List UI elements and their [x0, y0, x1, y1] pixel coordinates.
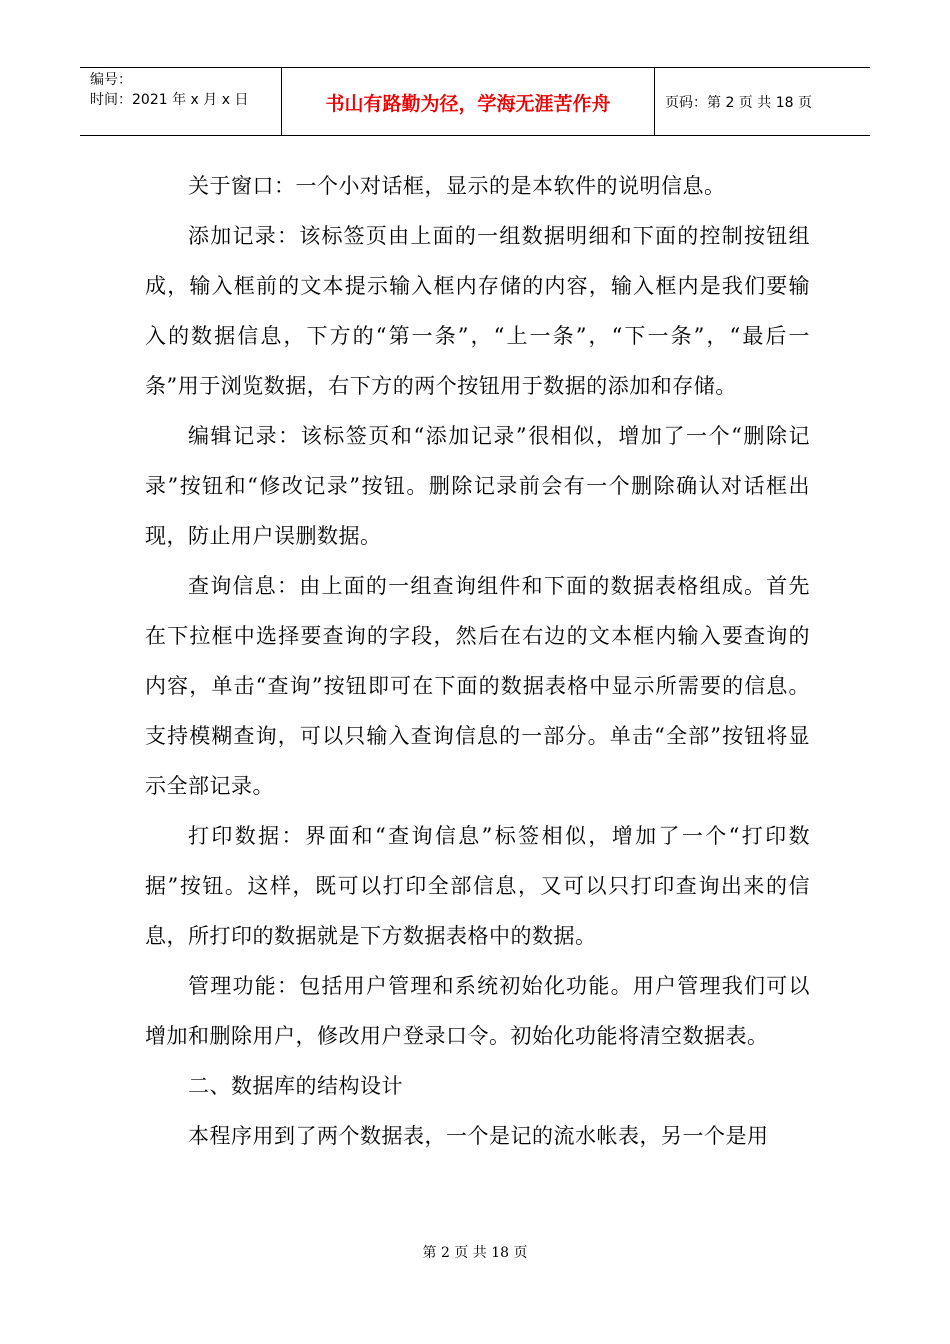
header-page-cell: [655, 68, 870, 135]
page-footer: 第 2 页 共 18 页: [422, 1245, 528, 1261]
header-meta-cell: [80, 68, 282, 135]
paragraph-add-record: 添加记录：该标签页由上面的一组数据明细和下面的控制按钮组成，输入框前的文本提示输入框内存储的内容，输入框内是我们要输入的数据信息，下方的“第一条”，“上一条”，“下一条”，“最后一条”用于浏览数据，右下方的两个按钮用于数据的添加和存储。: [145, 224, 810, 398]
motto-text: 书山有路勤为径，学海无涯苦作舟: [325, 93, 611, 115]
section-heading-database-design: 二、数据库的结构设计: [188, 1074, 403, 1098]
paragraph-query-info: 查询信息：由上面的一组查询组件和下面的数据表格组成。首先在下拉框中选择要查询的字段，然后在右边的文本框内输入要查询的内容，单击“查询”按钮即可在下面的数据表格中显示所需要的信息。支持模糊查询，可以只输入查询信息的一部分。单击“全部”按钮将显示全部记录。: [145, 574, 810, 798]
page-code: 页码：第 2 页 共 18 页: [665, 95, 812, 111]
paragraph-data-tables: 本程序用到了两个数据表，一个是记的流水帐表，另一个是用: [188, 1124, 769, 1148]
paragraph-admin-functions: 管理功能：包括用户管理和系统初始化功能。用户管理我们可以增加和删除用户，修改用户登录口令。初始化功能将清空数据表。: [145, 974, 810, 1048]
header-motto-cell: [282, 68, 655, 135]
date-line: 时间：2021 年 x 月 x 日: [90, 92, 249, 108]
document-header: [80, 67, 870, 136]
paragraph-edit-record: 编辑记录：该标签页和“添加记录”很相似，增加了一个“删除记录”按钮和“修改记录”按钮。删除记录前会有一个删除确认对话框出现，防止用户误删数据。: [145, 424, 810, 548]
paragraph-about-window: 关于窗口：一个小对话框，显示的是本软件的说明信息。: [188, 174, 726, 198]
document-body: [145, 161, 810, 1161]
paragraph-print-data: 打印数据：界面和“查询信息”标签相似，增加了一个“打印数据”按钮。这样，既可以打印全部信息，又可以只打印查询出来的信息，所打印的数据就是下方数据表格中的数据。: [145, 824, 810, 948]
serial-number-label: 编号：: [90, 72, 132, 88]
